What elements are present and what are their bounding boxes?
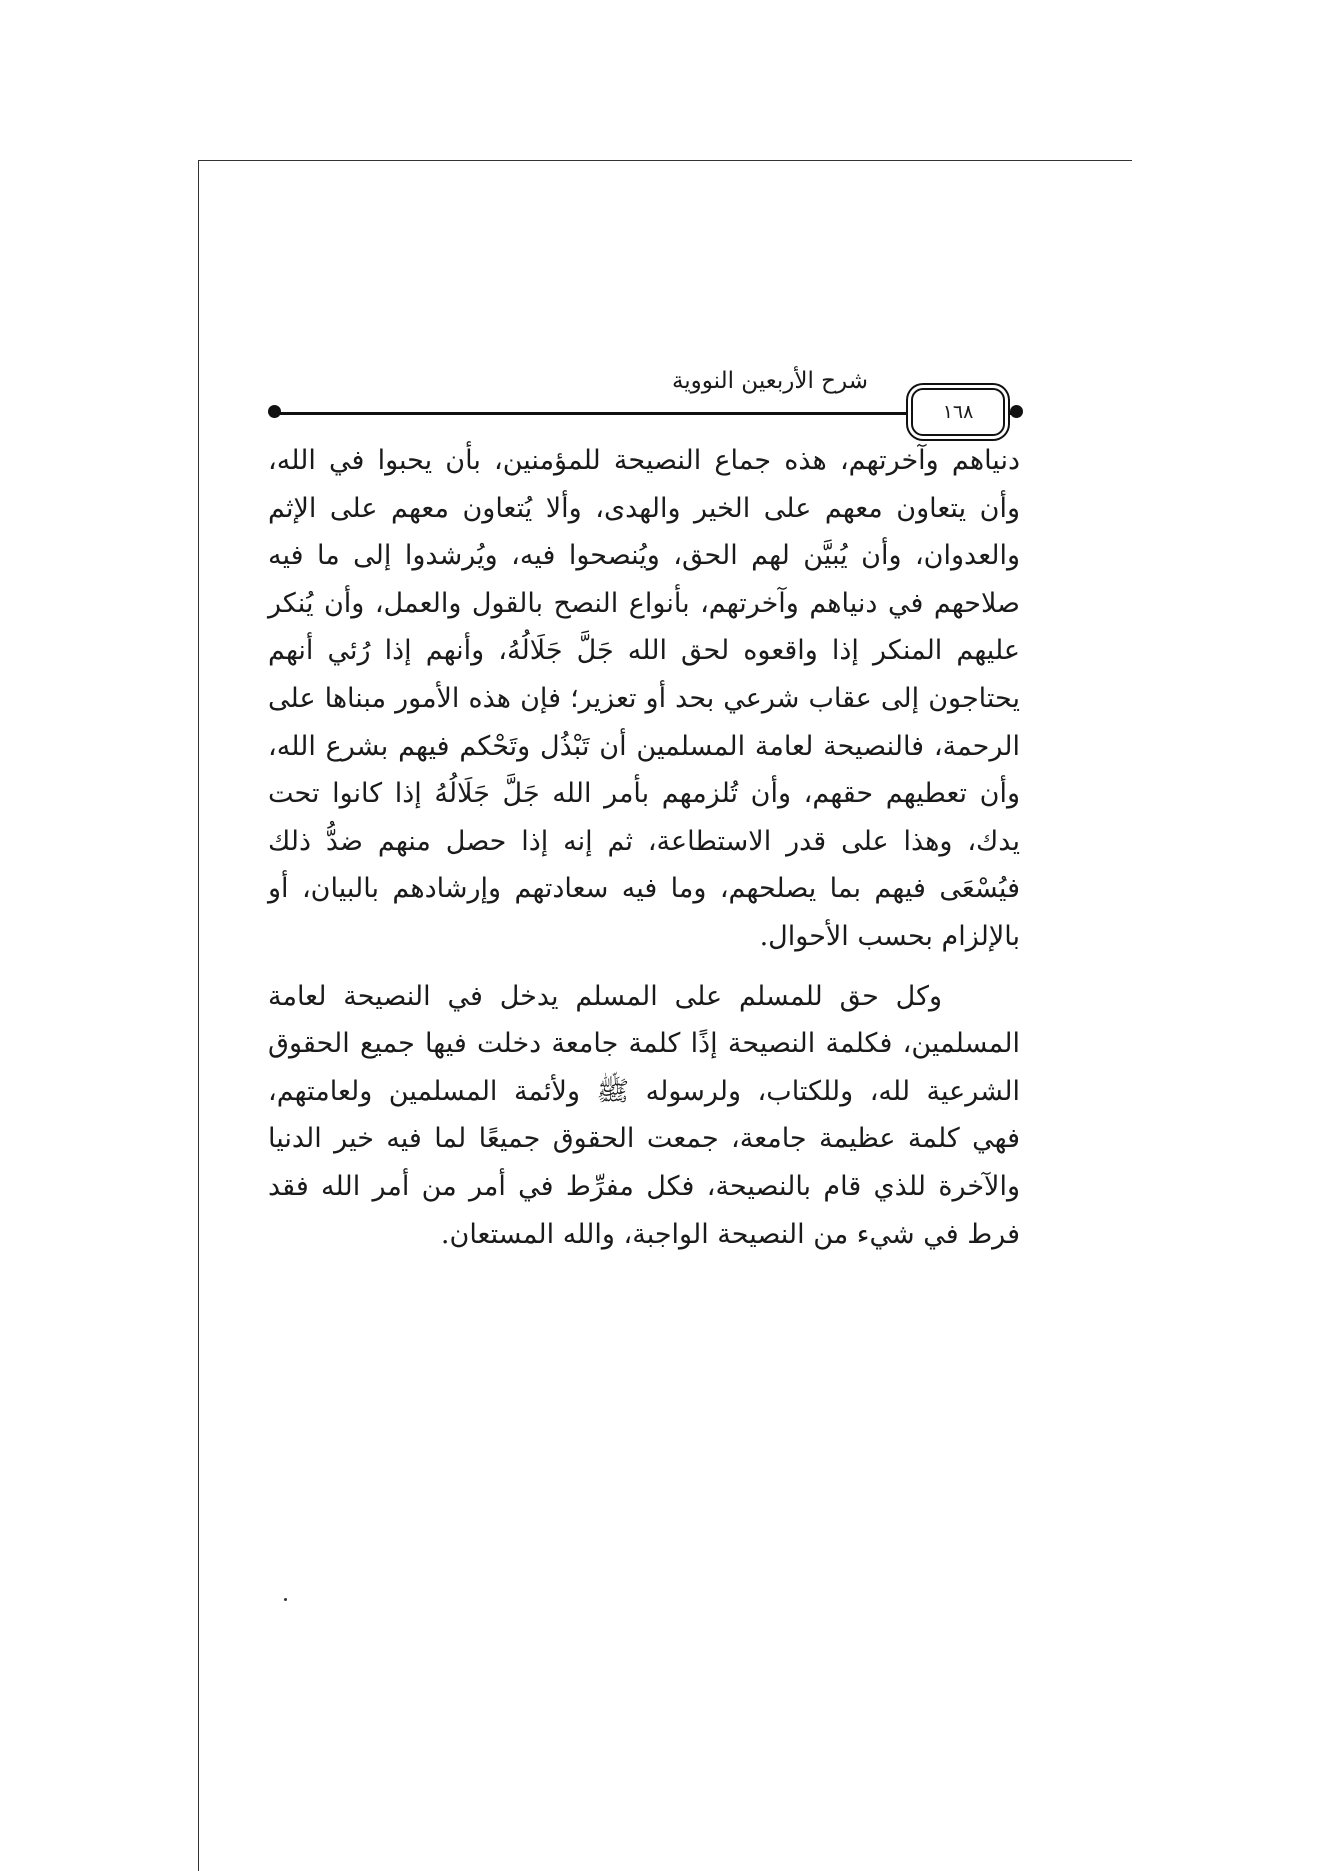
scan-speck xyxy=(284,1598,287,1601)
paragraph: دنياهم وآخرتهم، هذه جماع النصيحة للمؤمنين، بأن يحبوا في الله، وأن يتعاون معهم على الخير والهدى، وألا يُتعاون معهم على الإثم والعدوان، وأن يُبيَّن لهم الحق، ويُنصحوا فيه، ويُرشدوا إلى ما فيه صلاحهم في دنياهم وآخرتهم، بأنواع النصح بالقول والعمل، وأن يُنكر عليهم المنكر إذا واقعوه لحق الله جَلَّ جَلَالُهُ، وأنهم إذا رُئي أنهم يحتاجون إلى عقاب شرعي بحد أو تعزير؛ فإن هذه الأمور مبناها على الرحمة، فالنصيحة لعامة المسلمين أن تَبْذُل وتَحْكم فيهم بشرع الله، وأن تعطيهم حقهم، وأن تُلزمهم بأمر الله جَلَّ جَلَالُهُ إذا كانوا تحت يدك، وهذا على قدر الاستطاعة، ثم إنه إذا حصل منهم ضدُّ ذلك فيُسْعَى فيهم بما يصلحهم، وما فيه سعادتهم وإرشادهم بالبيان، أو بالإلزام بحسب الأحوال. xyxy=(268,445,1021,952)
page-number-box xyxy=(911,388,1005,436)
page-number: ١٦٨ xyxy=(942,401,974,423)
running-title: شرح الأربعين النووية xyxy=(671,368,868,394)
header-rule-end-dot-right xyxy=(1010,405,1023,418)
page-frame-left-border xyxy=(198,160,199,1871)
header-rule xyxy=(276,412,1015,415)
body-text xyxy=(268,437,1020,1258)
paragraph: وكل حق للمسلم على المسلم يدخل في النصيحة لعامة المسلمين، فكلمة النصيحة إذًا كلمة جامعة دخلت فيها جميع الحقوق الشرعية لله، وللكتاب، ولرسوله ﷺ ولأئمة المسلمين ولعامتهم، فهي كلمة عظيمة جامعة، جمعت الحقوق جميعًا لما فيه خير الدنيا والآخرة للذي قام بالنصيحة، فكل مفرِّط في أمر من أمر الله فقد فرط في شيء من النصيحة الواجبة، والله المستعان. xyxy=(268,980,1020,1250)
header-rule-end-dot-left xyxy=(268,405,281,418)
page-header xyxy=(268,360,1023,430)
page-frame-top-border xyxy=(198,160,1132,161)
